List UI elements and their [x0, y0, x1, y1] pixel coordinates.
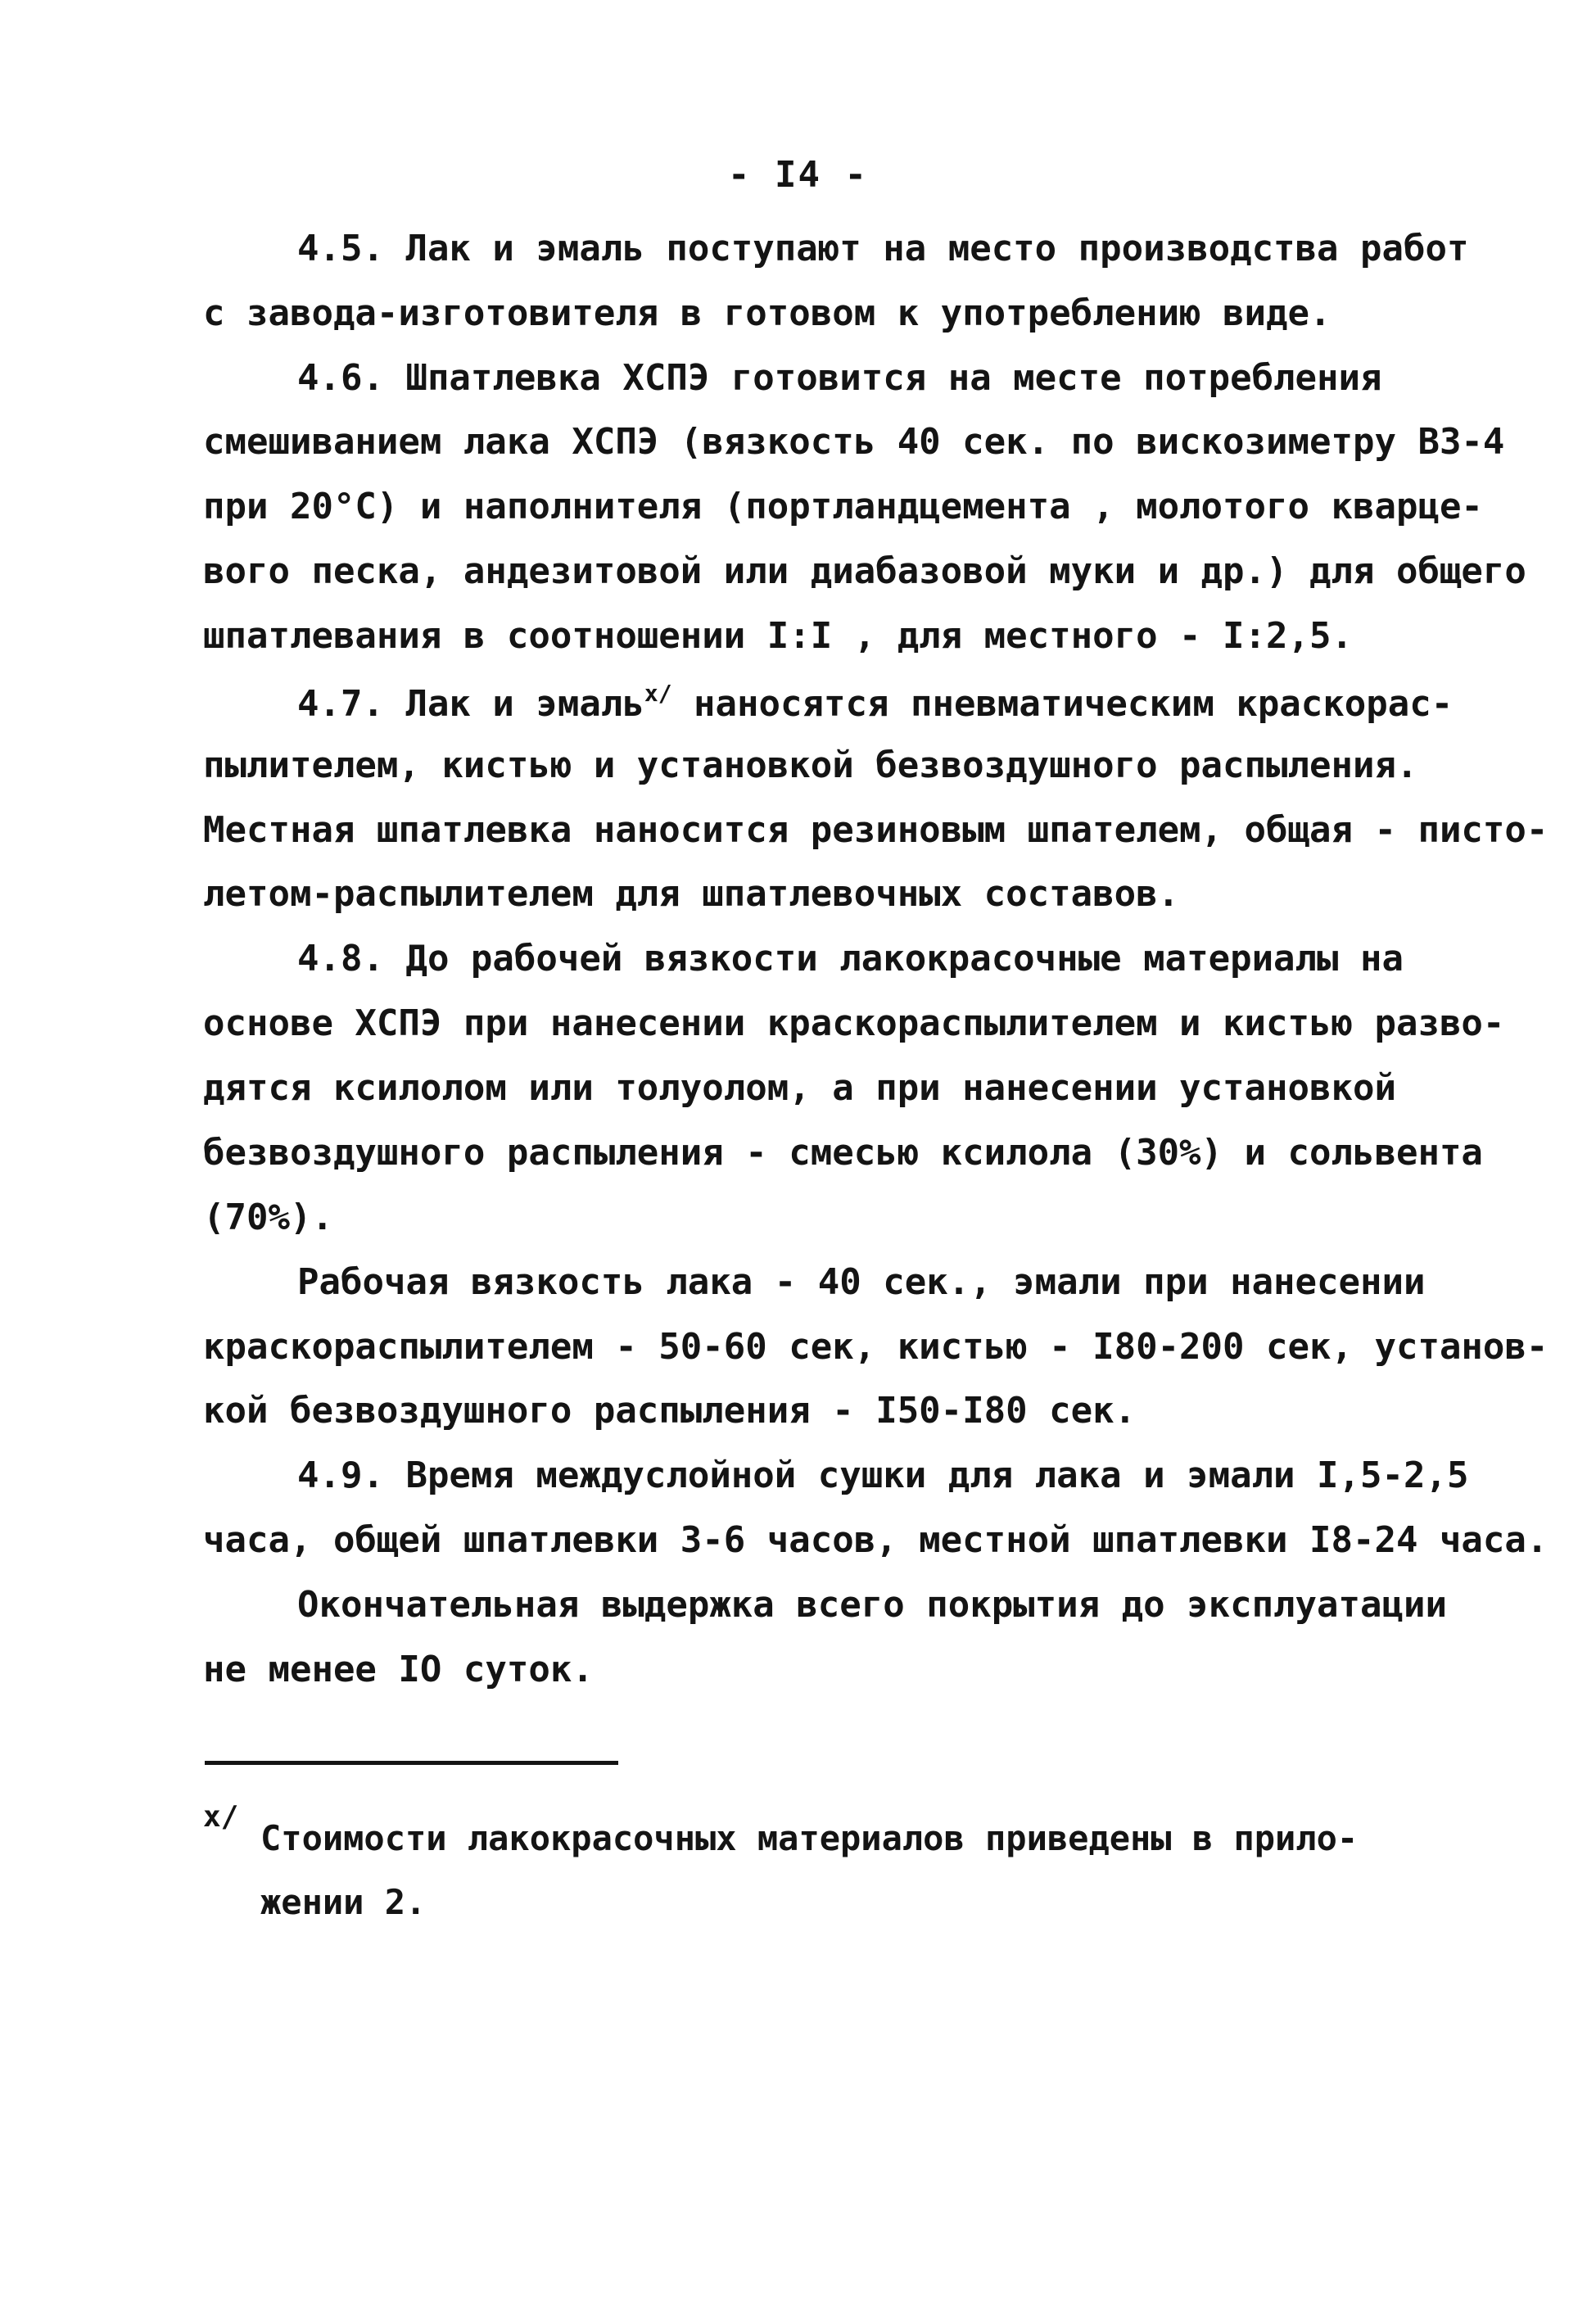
page-number: - I4 -: [728, 154, 868, 196]
paragraph-4-7-line-1-middle: наносятся: [671, 683, 889, 725]
paragraph-4-8-line-1: 4.8. До рабочей вязкости лакокрасочные материалы на: [297, 938, 1404, 980]
paragraph-4-8-line-3: дятся ксилолом или толуолом, а при нанесении установкой: [203, 1067, 1396, 1109]
paragraph-4-8-line-5: (70%).: [203, 1197, 333, 1238]
footnote-reference-mark: x/: [644, 680, 672, 707]
paragraph-4-8-line-2: основе ХСПЭ при нанесении краскораспылителем и кистью разво-: [203, 1002, 1505, 1044]
paragraph-4-7-line-1-end: пневматическим краскорас-: [910, 683, 1454, 725]
paragraph-viscosity-line-2: краскораспылителем - 50-60 сек, кистью - I80-200 сек, установ-: [203, 1326, 1549, 1368]
paragraph-4-9-line-1: 4.9. Время междуслойной сушки для лака и эмали I,5-2,5: [297, 1455, 1469, 1496]
paragraph-4-5-line-1: 4.5. Лак и эмаль поступают на место производства работ: [297, 228, 1469, 269]
paragraph-viscosity-line-1: Рабочая вязкость лака - 40 сек., эмали при нанесении: [297, 1261, 1426, 1303]
footnote-divider: [205, 1761, 618, 1765]
paragraph-4-7-line-3: Местная шпатлевка наносится резиновым шпателем, общая - писто-: [203, 809, 1549, 851]
footnote-line-2: жении 2.: [260, 1882, 427, 1922]
paragraph-4-6-line-1: 4.6. Шпатлевка ХСПЭ готовится на месте потребления: [297, 357, 1382, 399]
footnote-mark: x/: [203, 1800, 239, 1834]
paragraph-final-line-1: Окончательная выдержка всего покрытия до эксплуатации: [297, 1584, 1447, 1626]
paragraph-4-9-line-2: часа, общей шпатлевки 3-6 часов, местной шпатлевки I8-24 часа.: [203, 1519, 1549, 1561]
paragraph-4-6-line-3: при 20°С) и наполнителя (портландцемента , молотого кварце-: [203, 486, 1483, 527]
paragraph-4-5-line-2: с завода-изготовителя в готовом к употреблению виде.: [203, 292, 1332, 334]
paragraph-4-8-line-4: безвоздушного распыления - смесью ксилола (30%) и сольвента: [203, 1132, 1483, 1174]
paragraph-4-7-line-4: летом-распылителем для шпатлевочных составов.: [203, 873, 1180, 915]
paragraph-4-6-line-5: шпатлевания в соотношении I:I , для местного - I:2,5.: [203, 615, 1353, 657]
paragraph-viscosity-line-3: кой безвоздушного распыления - I50-I80 сек.: [203, 1390, 1137, 1432]
paragraph-4-7-line-1: [297, 680, 1453, 725]
paragraph-final-line-2: не менее IO суток.: [203, 1649, 594, 1690]
paragraph-4-7-line-1-start: 4.7. Лак и эмаль: [297, 683, 644, 725]
paragraph-4-6-line-4: вого песка, андезитовой или диабазовой муки и др.) для общего: [203, 550, 1526, 592]
footnote-line-1: Стоимости лакокрасочных материалов приведены в прило-: [260, 1818, 1359, 1858]
paragraph-4-6-line-2: смешиванием лака ХСПЭ (вязкость 40 сек. по вискозиметру ВЗ-4: [203, 421, 1505, 463]
paragraph-4-7-line-2: пылителем, кистью и установкой безвоздушного распыления.: [203, 744, 1418, 786]
